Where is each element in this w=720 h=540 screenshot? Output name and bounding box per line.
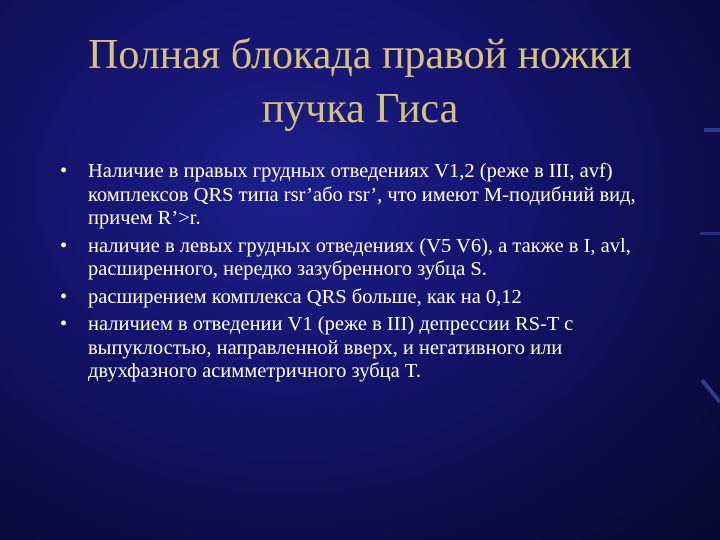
slide-title: Полная блокада правой ножки пучка Гиса <box>88 32 632 132</box>
bullet-list <box>60 160 670 388</box>
bullet-text: наличием в отведении V1 (реже в III) депрессии RS-T с выпуклостью, направленной вверх, и негативного или двухфазного асимметричного зубца T. <box>88 313 574 382</box>
bullet-item <box>60 235 670 282</box>
streak-1 <box>704 128 720 132</box>
bullet-item <box>60 313 670 384</box>
streak-3 <box>702 380 720 402</box>
bullet-text: расширением комплекса QRS больше, как на 0,12 <box>88 285 522 308</box>
bullet-item <box>60 286 670 310</box>
bullet-dot: • <box>60 234 68 257</box>
bullet-text: наличие в левых грудных отведениях (V5 V6), а также в I, avl, расширенного, нередко зазубренного зубца S. <box>88 234 631 280</box>
streak-2 <box>700 232 720 235</box>
bullet-text: Наличие в правых грудных отведениях V1,2 (реже в III, avf) комплексов QRS типа rsr’або rsr’, что имеют М-подибний вид, причем R’>r. <box>88 160 636 229</box>
bullet-dot: • <box>60 313 68 335</box>
bullet-item <box>60 160 670 231</box>
bullet-dot: • <box>60 285 68 308</box>
bullet-dot: • <box>60 160 68 182</box>
